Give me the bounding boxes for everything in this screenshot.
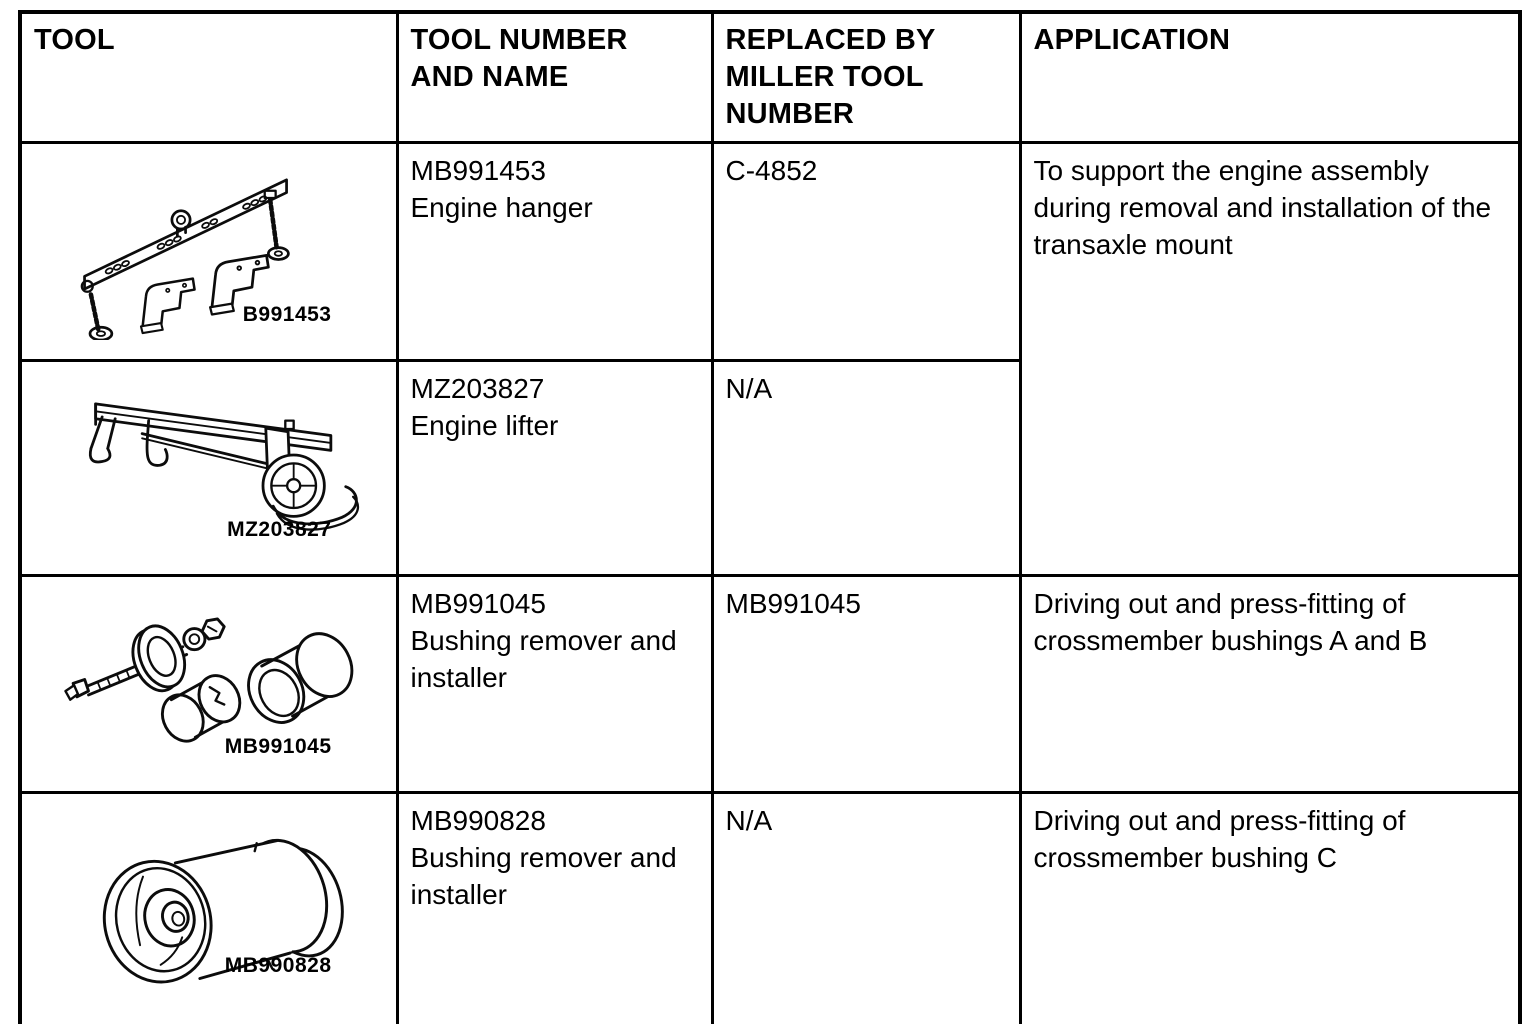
table-row bbox=[20, 143, 1520, 361]
tool-name: Engine lifter bbox=[410, 410, 559, 441]
special-tools-table bbox=[18, 10, 1522, 1024]
tool-name: Engine hanger bbox=[410, 192, 593, 223]
application-cell: To support the engine assembly during removal and installation of the transaxle mount bbox=[1020, 143, 1520, 576]
header-line: MILLER TOOL bbox=[725, 61, 924, 93]
tool-illustration-caption: MZ203827 bbox=[227, 518, 332, 541]
header-application-label: APPLICATION bbox=[1033, 24, 1231, 56]
table-row bbox=[20, 576, 1520, 793]
tool-number-name-cell bbox=[397, 793, 712, 1024]
header-tool-number-and-name bbox=[397, 12, 712, 143]
bushing-remover-installer-set-illustration bbox=[44, 591, 389, 769]
tool-number: MB991045 bbox=[410, 588, 546, 619]
tool-number: MZ203827 bbox=[410, 373, 545, 404]
replaced-by-cell: N/A bbox=[712, 793, 1020, 1024]
header-line: TOOL NUMBER bbox=[410, 24, 628, 56]
tool-name: Bushing remover and installer bbox=[410, 625, 677, 693]
tool-number-name-cell bbox=[397, 143, 712, 361]
header-line: NUMBER bbox=[725, 98, 854, 130]
engine-lifter-illustration bbox=[44, 376, 389, 548]
application-cell: Driving out and press-fitting of crossmember bushing C bbox=[1020, 793, 1520, 1024]
header-tool-label: TOOL bbox=[34, 24, 115, 56]
header-application bbox=[1020, 12, 1520, 143]
replaced-by-cell: C-4852 bbox=[712, 143, 1020, 361]
tool-illustration-cell bbox=[20, 793, 397, 1024]
tool-illustration-cell bbox=[20, 576, 397, 793]
tool-number: MB991453 bbox=[410, 155, 546, 186]
bushing-remover-installer-large-illustration bbox=[44, 808, 389, 1004]
tool-illustration-caption: MB991045 bbox=[224, 735, 332, 758]
header-replaced-by bbox=[712, 12, 1020, 143]
tool-number: MB990828 bbox=[410, 805, 546, 836]
header-tool bbox=[20, 12, 397, 143]
tool-number-name-cell bbox=[397, 576, 712, 793]
header-line: AND NAME bbox=[410, 61, 569, 93]
header-line: REPLACED BY bbox=[725, 24, 936, 56]
tool-illustration-cell bbox=[20, 361, 397, 576]
tool-illustration-caption: MB990828 bbox=[224, 953, 332, 977]
tool-illustration-cell bbox=[20, 143, 397, 361]
replaced-by-cell: MB991045 bbox=[712, 576, 1020, 793]
application-cell: Driving out and press-fitting of crossmember bushings A and B bbox=[1020, 576, 1520, 793]
replaced-by-cell: N/A bbox=[712, 361, 1020, 576]
engine-hanger-illustration bbox=[44, 158, 389, 340]
tool-name: Bushing remover and installer bbox=[410, 842, 677, 910]
tool-illustration-caption: B991453 bbox=[242, 303, 332, 326]
tool-number-name-cell bbox=[397, 361, 712, 576]
table-row bbox=[20, 793, 1520, 1024]
table-header-row bbox=[20, 12, 1520, 143]
